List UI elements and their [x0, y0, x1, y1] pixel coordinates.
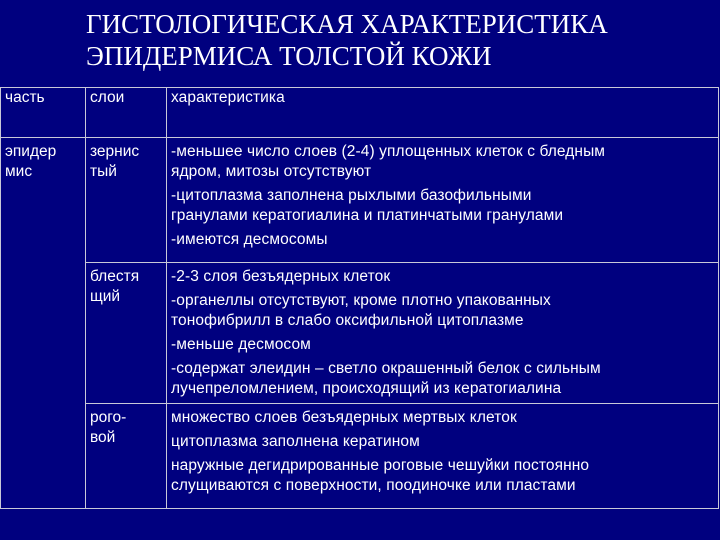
epidermis-table: [0, 87, 719, 509]
table-row: [1, 404, 719, 509]
header-part: часть: [1, 88, 86, 138]
layer-cell: [86, 263, 167, 404]
text-line: лучепреломлением, происходящий из кератогиалина: [171, 380, 562, 397]
part-label-line: мис: [5, 163, 33, 180]
layer-label-line: вой: [90, 429, 116, 446]
text-line: наружные дегидрированные роговые чешуйки постоянно: [171, 457, 590, 474]
text-line: -меньшее число слоев (2-4) уплощенных клеток с бледным: [171, 143, 606, 160]
layer-label-line: блестя: [90, 268, 140, 285]
text-line: -содержат элеидин – светло окрашенный белок с сильным: [171, 360, 601, 377]
table-row: [1, 138, 719, 263]
layer-label-line: зернис: [90, 143, 140, 160]
text-line: слущиваются с поверхности, поодиночке или пластами: [171, 477, 576, 494]
layer-label-line: тый: [90, 163, 117, 180]
text-line: ядром, митозы отсутствуют: [171, 163, 372, 180]
header-characteristic: характеристика: [167, 88, 719, 138]
layer-cell: [86, 404, 167, 509]
characteristic-cell: [167, 404, 719, 509]
text-line: множество слоев безъядерных мертвых клеток: [171, 409, 517, 426]
text-line: -меньше десмосом: [171, 336, 311, 353]
text-line: -цитоплазма заполнена рыхлыми базофильными: [171, 187, 532, 204]
title-line-2: ЭПИДЕРМИСА ТОЛСТОЙ КОЖИ: [86, 41, 492, 71]
part-cell: [1, 138, 86, 509]
table-row: [1, 263, 719, 404]
part-label-line: эпидер: [5, 143, 57, 160]
text-line: тонофибрилл в слабо оксифильной цитоплазме: [171, 312, 524, 329]
text-line: -2-3 слоя безъядерных клеток: [171, 268, 391, 285]
table-header-row: [1, 88, 719, 138]
text-line: -имеются десмосомы: [171, 231, 328, 248]
title-line-1: ГИСТОЛОГИЧЕСКАЯ ХАРАКТЕРИСТИКА: [86, 9, 608, 39]
header-layers: слои: [86, 88, 167, 138]
layer-cell: [86, 138, 167, 263]
layer-label-line: щий: [90, 288, 121, 305]
characteristic-cell: [167, 263, 719, 404]
text-line: цитоплазма заполнена кератином: [171, 433, 420, 450]
page-title: [86, 8, 706, 72]
layer-label-line: рого-: [90, 409, 127, 426]
text-line: -органеллы отсутствуют, кроме плотно упакованных: [171, 292, 551, 309]
text-line: гранулами кератогиалина и платинчатыми гранулами: [171, 207, 564, 224]
characteristic-cell: [167, 138, 719, 263]
